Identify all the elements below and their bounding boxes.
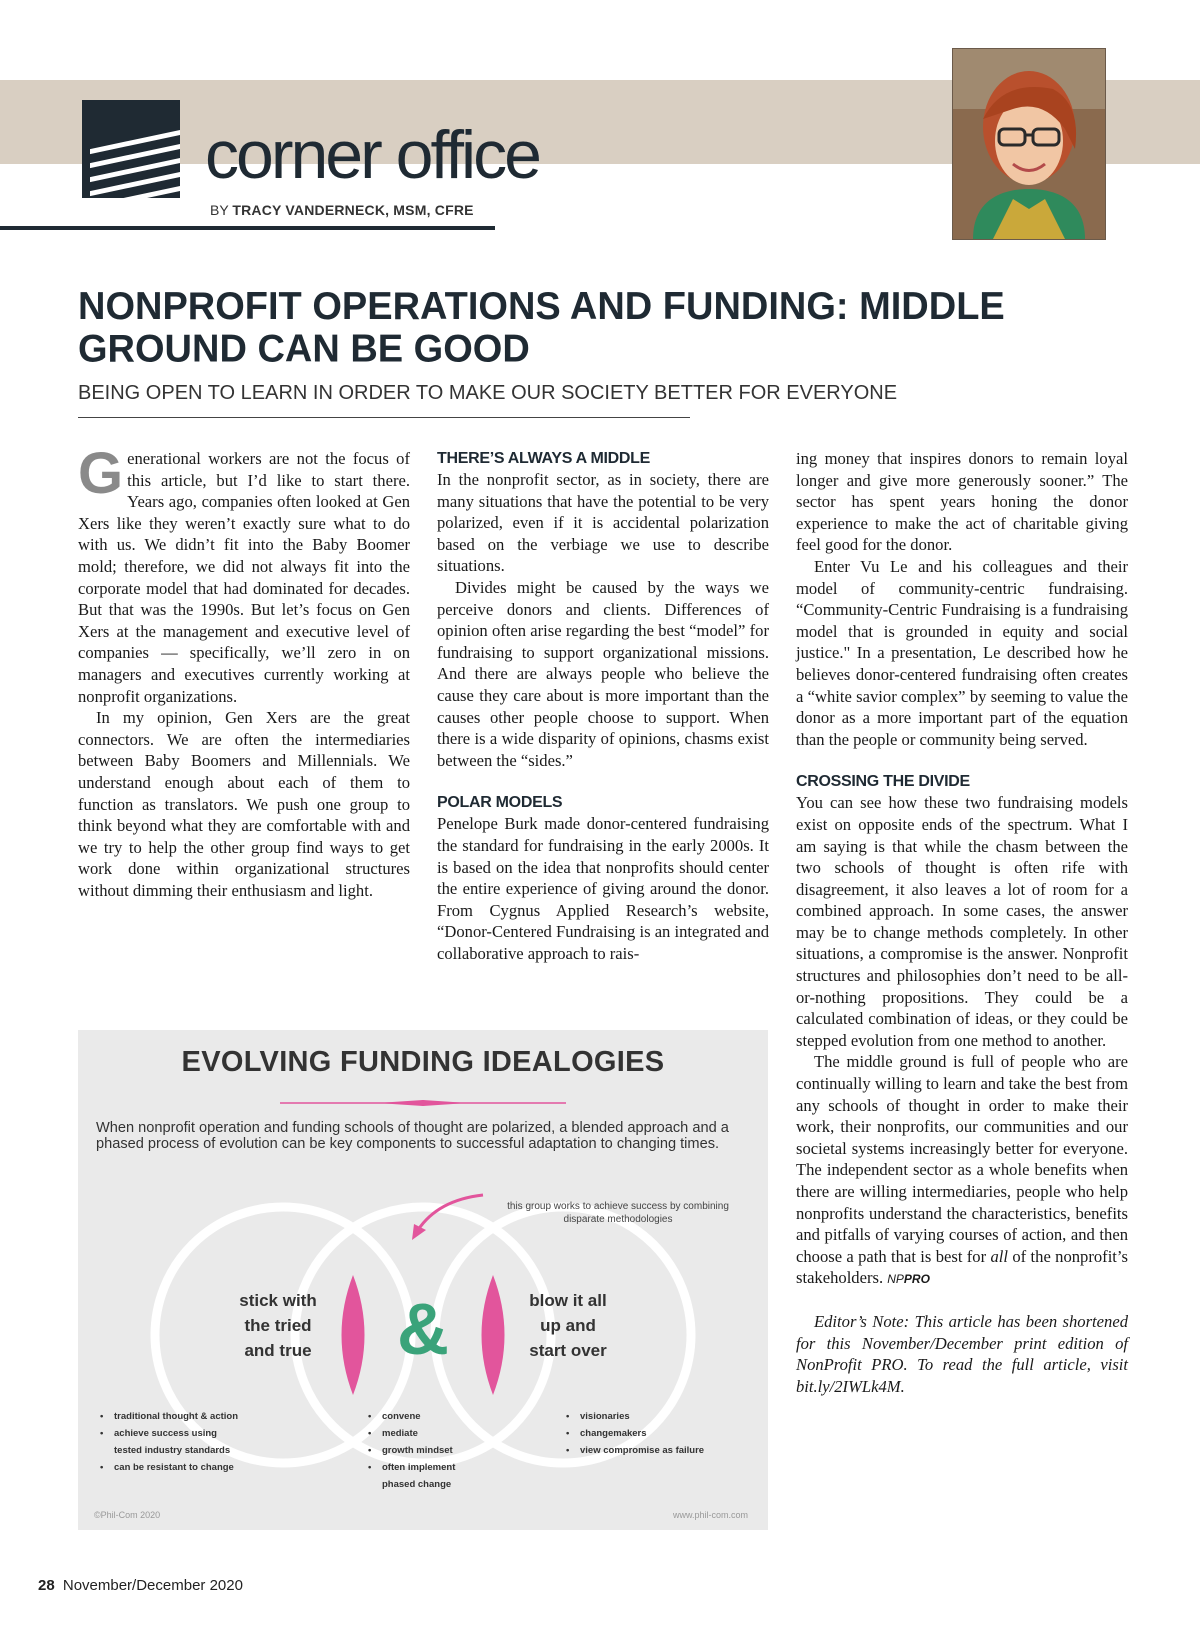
col1-paragraph-1-text: enerational workers are not the focus of this article, but I’d like to start there. Years ago, companies often looked at Gen Xers like they weren’t exactly sure what to do with us. We didn’t fit into the Baby Boomer mold; therefore, we did not always fit into the corporate model that had dominated for decades. But that was the 1990s. But let’s focus on Gen Xers at the management and executive level of companies — specifically, we’ll zero in on managers and executives currently working at nonprofit organizations. xyxy=(78,449,410,706)
ampersand-icon: & xyxy=(397,1290,449,1370)
infographic-intro: When nonprofit operation and funding schools of thought are polarized, a blended approach and a phased process of evolution can be key components to successful adaptation to changing times. xyxy=(96,1120,729,1152)
left-circle-label xyxy=(208,1288,348,1363)
editor-note: Editor’s Note: This article has been shortened for this November/December print edition of NonProfit PRO. To read the full article, visit bit.ly/2IWLk4M. xyxy=(796,1311,1128,1396)
col3-paragraph-2: Enter Vu Le and his colleagues and their model of community-centric fundraising. “Community-Centric Fundraising is a fundraising model that is grounded in equity and social justice." In a presentation, Le described how he believes donor-centered fundraising often creates a “white savior complex” by seeming to value the donor as a more important part of the equation than the people or community being served. xyxy=(796,556,1128,749)
list-item: • convene xyxy=(368,1408,518,1425)
list-item: • can be resistant to change xyxy=(100,1459,310,1476)
col2-paragraph-2: Divides might be caused by the ways we perceive donors and clients. Differences of opinion often arise regarding the best “model” for fundraising to support organizational missions. And there are always people who believe the cause they care about is more important than the causes other people choose to support. When there is a wide disparity of opinions, chasms exist between the “sides.” xyxy=(437,577,769,770)
author-portrait-icon xyxy=(953,49,1105,239)
infographic-title: EVOLVING FUNDING IDEALOGIES xyxy=(181,1046,665,1078)
infographic-website: www.phil-com.com xyxy=(672,1510,748,1520)
infographic-copyright: ©Phil-Com 2020 xyxy=(94,1510,161,1520)
drop-cap: G xyxy=(78,441,124,506)
col3-paragraph-1: ing money that inspires donors to remain loyal longer and give more generously sooner.” The sector has spent years honing the donor experience to make the act of charitable giving feel good for the donor. xyxy=(796,449,1128,555)
left-circle-line: the tried xyxy=(244,1316,312,1335)
list-item: • growth mindset xyxy=(368,1442,518,1459)
byline xyxy=(210,202,474,218)
list-item: • traditional thought & action xyxy=(100,1408,310,1425)
right-circle-label xyxy=(498,1288,638,1363)
list-item: phased change xyxy=(382,1479,452,1490)
list-item: • view compromise as failure xyxy=(566,1442,766,1459)
title-divider-icon xyxy=(280,1100,566,1106)
emphasis-all: all xyxy=(990,1246,1009,1266)
subtitle-rule xyxy=(78,417,690,418)
npro-signoff-pro: PRO xyxy=(903,1272,930,1287)
col2-paragraph-3: Penelope Burk made donor-centered fundraising the standard for fundraising in the early 2000s. It is based on the idea that nonprofits should center the entire experience of giving around the donor. From Cygnus Applied Research’s website, “Donor-Centered Fundraising is an integrated and collaborative approach to rais- xyxy=(437,814,769,963)
list-item: • changemakers xyxy=(566,1425,766,1442)
column-1 xyxy=(78,441,410,901)
article-title: NONPROFIT OPERATIONS AND FUNDING: MIDDLE GROUND CAN BE GOOD xyxy=(78,285,1005,371)
infographic xyxy=(78,1030,768,1530)
npro-signoff-np: NP xyxy=(887,1272,904,1287)
col3-paragraph-4-start: The middle ground is full of people who are continually willing to learn and take the best from any schools of thought in order to make their work, their nonprofits, our communities and our societal systems increasingly better for everyone. The independent sector as a whole benefits when there are willing intermediaries, people who help nonprofits understand the characteristics, benefits and pitfalls of varying courses of action, and then choose a path that is best for xyxy=(796,1052,1128,1266)
right-circle-line: up and xyxy=(540,1316,596,1335)
header-rule xyxy=(0,226,495,230)
right-list xyxy=(566,1408,766,1459)
page-number: 28 xyxy=(38,1577,55,1594)
left-circle-line: stick with xyxy=(239,1291,317,1310)
left-circle-line: and true xyxy=(244,1341,312,1360)
col3-paragraph-4-end: of the nonprofit’s stakeholders. xyxy=(796,1246,1128,1288)
heading-crossing-the-divide: CROSSING THE DIVIDE xyxy=(796,773,970,791)
col1-paragraph-1 xyxy=(78,441,410,707)
list-item: • mediate xyxy=(368,1425,518,1442)
section-brand: corner office xyxy=(205,117,539,193)
column-2 xyxy=(437,448,769,964)
column-3 xyxy=(796,448,1128,1397)
infographic-note: this group works to achieve success by combining disparate methodologies xyxy=(507,1201,729,1225)
center-list xyxy=(368,1408,518,1493)
npro-signoff xyxy=(887,1272,930,1286)
article-subtitle: BEING OPEN TO LEARN IN ORDER TO MAKE OUR SOCIETY BETTER FOR EVERYONE xyxy=(78,382,898,404)
left-list xyxy=(100,1408,310,1476)
heading-polar-models: POLAR MODELS xyxy=(437,794,563,812)
right-circle-line: start over xyxy=(529,1341,607,1360)
heading-always-a-middle: THERE’S ALWAYS A MIDDLE xyxy=(437,450,650,467)
col3-paragraph-4 xyxy=(796,1051,1128,1291)
author-name: TRACY VANDERNECK, MSM, CFRE xyxy=(232,202,474,218)
col1-paragraph-2: In my opinion, Gen Xers are the great connectors. We are often the intermediaries between Baby Boomers and Millennials. We understand enough about each of them to function as translators. We push one group to think beyond what they are comfortable with and we try to help the other group find ways to get work done within organizational structures without dimming their enthusiasm and light. xyxy=(78,708,410,900)
byline-prefix: BY xyxy=(210,202,229,218)
issue-date: November/December 2020 xyxy=(62,1577,243,1594)
right-circle-line: blow it all xyxy=(529,1291,607,1310)
col3-paragraph-3: You can see how these two fundraising models exist on opposite ends of the spectrum. What I am saying is that while the chasm between the two schools of thought is often rife with disagreement, it also leaves a lot of room for a combined approach. In some cases, the answer may be to change methods completely. In other situations, a compromise is the answer. Nonprofit structures and philosophies don’t need to be all-or-nothing propositions. They could be a calculated combination of ideas, or they could be stepped evolution from one method to another. xyxy=(796,793,1128,1050)
col2-paragraph-1: In the nonprofit sector, as in society, there are many situations that have the potential to be very polarized, even if it is accidental polarization based on the verbiage we use to describe situations. xyxy=(437,470,769,576)
list-item: tested industry standards xyxy=(114,1445,231,1456)
list-item: • achieve success using xyxy=(100,1425,310,1442)
list-item: • often implement xyxy=(368,1459,518,1476)
author-photo xyxy=(952,48,1106,240)
list-item: • visionaries xyxy=(566,1408,766,1425)
building-logo-icon xyxy=(82,100,180,198)
page-footer xyxy=(38,1577,243,1594)
